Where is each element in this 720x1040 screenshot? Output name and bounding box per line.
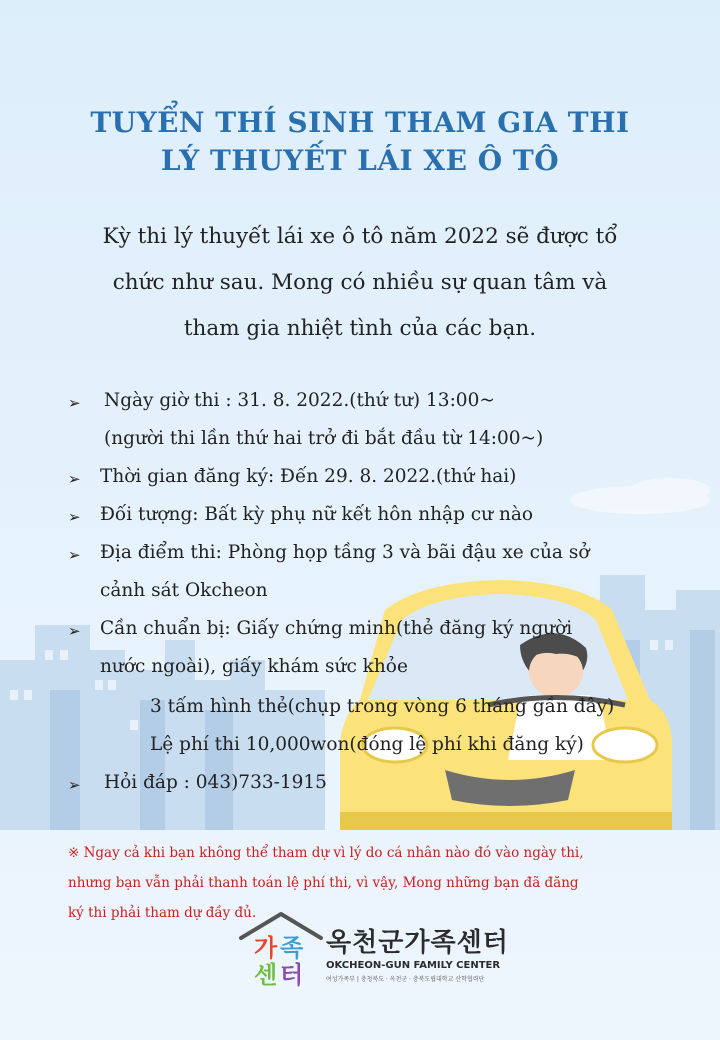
requirements-line-2: nước ngoài), giấy khám sức khỏe bbox=[100, 656, 408, 677]
exam-location-line-2: cảnh sát Okcheon bbox=[100, 580, 268, 601]
logo-mark-char-3: 센 bbox=[254, 961, 278, 988]
bullet-arrow-icon: ➢ bbox=[68, 776, 81, 794]
requirements-line-4: Lệ phí thi 10,000won(đóng lệ phí khi đăng ký) bbox=[150, 734, 584, 755]
intro-line-3: tham gia nhiệt tình của các bạn. bbox=[183, 316, 537, 341]
logo-mark-char-1: 가 bbox=[254, 934, 278, 962]
exam-date-note: (người thi lần thứ hai trở đi bắt đầu từ 14:00~) bbox=[104, 428, 544, 449]
title-line-2: LÝ THUYẾT LÁI XE Ô TÔ bbox=[160, 144, 560, 177]
bullet-arrow-icon: ➢ bbox=[68, 546, 81, 564]
bullet-arrow-icon: ➢ bbox=[68, 508, 81, 526]
intro-line-2: chức như sau. Mong có nhiều sự quan tâm và bbox=[112, 270, 608, 295]
logo-mark-char-2: 족 bbox=[280, 934, 304, 962]
bullet-arrow-icon: ➢ bbox=[68, 470, 81, 488]
registration-period: Thời gian đăng ký: Đến 29. 8. 2022.(thứ hai) bbox=[100, 466, 517, 487]
notice-line-1: ※ Ngay cả khi bạn không thể tham dự vì lý do cá nhân nào đó vào ngày thi, bbox=[68, 845, 584, 861]
exam-location-line-1: Địa điểm thi: Phòng họp tầng 3 và bãi đậu xe của sở bbox=[100, 542, 590, 563]
family-center-logo bbox=[236, 908, 526, 988]
intro-line-1: Kỳ thi lý thuyết lái xe ô tô năm 2022 sẽ được tổ bbox=[102, 224, 618, 249]
logo-mark-char-4: 터 bbox=[280, 961, 304, 988]
contact-phone: Hỏi đáp : 043)733-1915 bbox=[104, 772, 327, 793]
notice-line-2: nhưng bạn vẫn phải thanh toán lệ phí thi, vì vậy, Mong những bạn đã đăng bbox=[68, 875, 579, 891]
family-center-logo-mark bbox=[236, 908, 326, 988]
logo-name-english: OKCHEON-GUN FAMILY CENTER bbox=[326, 960, 501, 971]
title-line-1: TUYỂN THÍ SINH THAM GIA THI bbox=[90, 106, 630, 139]
bullet-arrow-icon: ➢ bbox=[68, 394, 81, 412]
logo-subtitle: 여성가족부 | 충청북도 · 옥천군 · 충북도립대학교 산학협력단 bbox=[326, 976, 485, 983]
logo-name-korean: 옥천군가족센터 bbox=[326, 928, 509, 958]
requirements-line-1: Cần chuẩn bị: Giấy chứng minh(thẻ đăng ký người bbox=[100, 618, 573, 639]
requirements-line-3: 3 tấm hình thẻ(chụp trong vòng 6 tháng gần đây) bbox=[150, 696, 615, 717]
target-audience: Đối tượng: Bất kỳ phụ nữ kết hôn nhập cư nào bbox=[100, 504, 534, 525]
exam-date: Ngày giờ thi : 31. 8. 2022.(thứ tư) 13:00~ bbox=[104, 390, 495, 411]
notice-line-3: ký thi phải tham dự đầy đủ. bbox=[68, 905, 257, 921]
bullet-arrow-icon: ➢ bbox=[68, 622, 81, 640]
